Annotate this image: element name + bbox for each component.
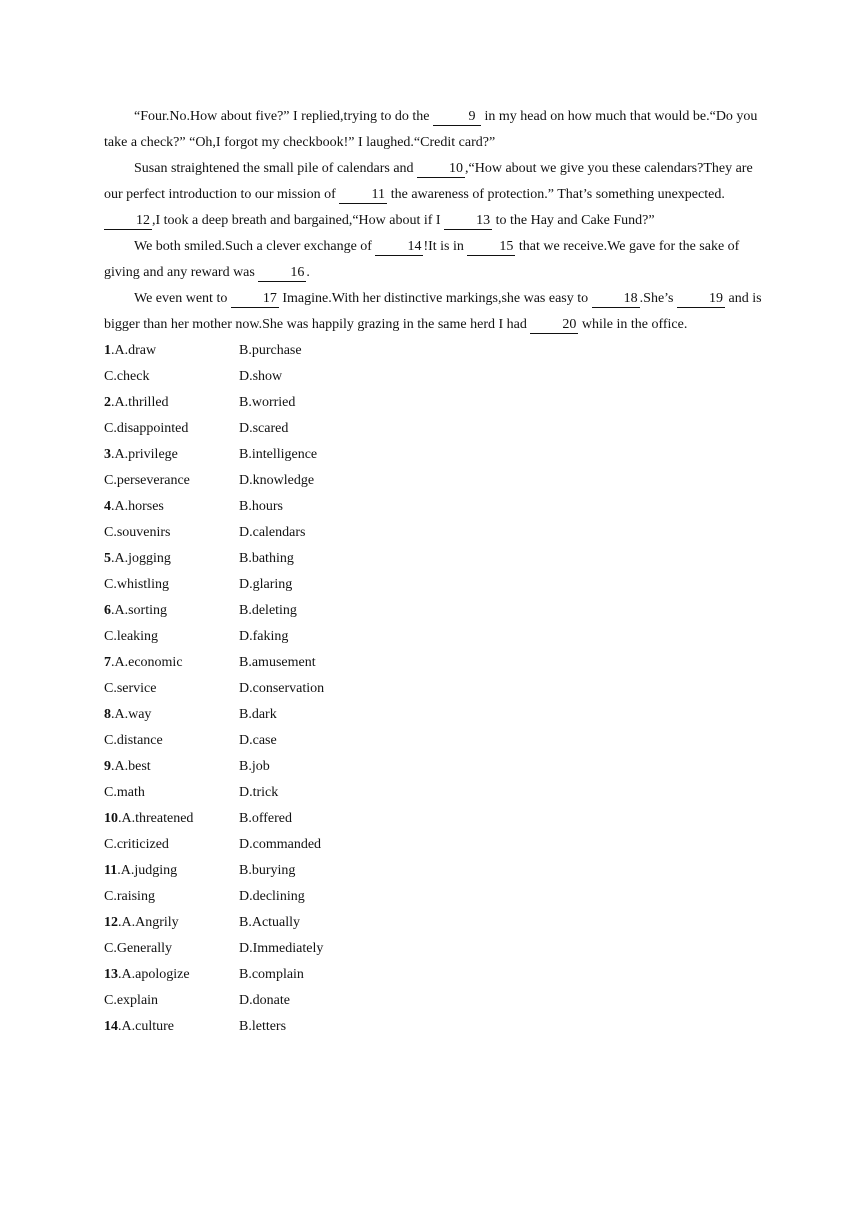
question-row bbox=[104, 572, 764, 598]
option-d: D.show bbox=[239, 369, 283, 384]
passage-paragraph bbox=[104, 286, 764, 338]
option-d: D.declining bbox=[239, 889, 305, 904]
option-a bbox=[104, 754, 151, 780]
question-row bbox=[104, 780, 764, 806]
option-c: C.check bbox=[104, 369, 150, 384]
option-c: C.raising bbox=[104, 889, 155, 904]
answer-blank: 12 bbox=[104, 213, 152, 230]
question-row bbox=[104, 702, 764, 728]
option-d: D.conservation bbox=[239, 681, 325, 696]
option-b: B.deleting bbox=[239, 603, 297, 618]
option-a-text: .A.threatened bbox=[118, 811, 194, 826]
option-d: D.calendars bbox=[239, 525, 306, 540]
option-b: B.burying bbox=[239, 863, 296, 878]
option-c: C.math bbox=[104, 785, 145, 800]
option-b: B.intelligence bbox=[239, 447, 318, 462]
option-a bbox=[104, 494, 164, 520]
option-a bbox=[104, 806, 193, 832]
option-b: B.dark bbox=[239, 707, 277, 722]
question-row bbox=[104, 624, 764, 650]
option-a-text: .A.privilege bbox=[111, 447, 178, 462]
option-d: D.commanded bbox=[239, 837, 322, 852]
passage-text: ,I took a deep breath and bargained,“How about if I bbox=[152, 213, 445, 228]
question-row bbox=[104, 806, 764, 832]
option-d: D.scared bbox=[239, 421, 289, 436]
option-a bbox=[104, 910, 179, 936]
option-b: B.letters bbox=[239, 1019, 287, 1034]
passage-text: Imagine.With her distinctive markings,she was easy to bbox=[278, 291, 592, 306]
option-a bbox=[104, 598, 167, 624]
question-number: 2 bbox=[104, 395, 111, 410]
option-c: C.whistling bbox=[104, 577, 169, 592]
option-b: B.hours bbox=[239, 499, 283, 514]
option-c: C.perseverance bbox=[104, 473, 190, 488]
option-a bbox=[104, 702, 151, 728]
question-number: 12 bbox=[104, 915, 118, 930]
answer-blank: 15 bbox=[467, 239, 515, 256]
question-row bbox=[104, 962, 764, 988]
answer-blank: 18 bbox=[592, 291, 640, 308]
question-row bbox=[104, 390, 764, 416]
question-row bbox=[104, 988, 764, 1014]
option-a-text: .A.best bbox=[111, 759, 151, 774]
passage-text: to the Hay and Cake Fund?” bbox=[492, 213, 655, 228]
passage-text: ,“How about we give you these calendars?They are our perfect introduction to our mission of bbox=[104, 161, 753, 202]
option-c: C.distance bbox=[104, 733, 163, 748]
option-d: D.faking bbox=[239, 629, 289, 644]
question-row bbox=[104, 494, 764, 520]
answer-blank: 17 bbox=[231, 291, 279, 308]
question-row bbox=[104, 832, 764, 858]
answer-blank: 11 bbox=[339, 187, 387, 204]
option-d: D.trick bbox=[239, 785, 279, 800]
question-number: 6 bbox=[104, 603, 111, 618]
passage-text: “Four.No.How about five?” I replied,trying to do the bbox=[134, 109, 433, 124]
question-number: 10 bbox=[104, 811, 118, 826]
question-number: 14 bbox=[104, 1019, 118, 1034]
question-row bbox=[104, 1014, 764, 1040]
question-number: 8 bbox=[104, 707, 111, 722]
option-d: D.knowledge bbox=[239, 473, 315, 488]
passage-text: !It is in bbox=[423, 239, 468, 254]
passage-text: . bbox=[306, 265, 310, 280]
question-row bbox=[104, 754, 764, 780]
option-a-text: .A.horses bbox=[111, 499, 164, 514]
option-b: B.bathing bbox=[239, 551, 294, 566]
question-number: 1 bbox=[104, 343, 111, 358]
option-a-text: .A.judging bbox=[117, 863, 178, 878]
option-a bbox=[104, 1014, 174, 1040]
passage-text: that we receive.We gave for the sake of giving and any reward was bbox=[104, 239, 740, 280]
passage-paragraph bbox=[104, 104, 764, 156]
question-row bbox=[104, 416, 764, 442]
passage-text: in my head on how much that would be.“Do you take a check?” “Oh,I forgot my checkbook!” I laughed.“Credit card?” bbox=[104, 109, 758, 150]
question-row bbox=[104, 442, 764, 468]
question-row bbox=[104, 650, 764, 676]
question-number: 11 bbox=[104, 863, 118, 878]
option-a-text: .A.draw bbox=[111, 343, 157, 358]
question-row bbox=[104, 338, 764, 364]
question-row bbox=[104, 884, 764, 910]
option-a-text: .A.jogging bbox=[111, 551, 171, 566]
option-c: C.souvenirs bbox=[104, 525, 171, 540]
answer-blank: 16 bbox=[258, 265, 306, 282]
passage-text: .She’s bbox=[639, 291, 677, 306]
question-number: 3 bbox=[104, 447, 111, 462]
option-c: C.explain bbox=[104, 993, 159, 1008]
question-row bbox=[104, 910, 764, 936]
option-a-text: .A.economic bbox=[111, 655, 183, 670]
option-c: C.service bbox=[104, 681, 157, 696]
option-d: D.Immediately bbox=[239, 941, 324, 956]
option-d: D.case bbox=[239, 733, 277, 748]
option-a bbox=[104, 442, 178, 468]
answer-blank: 13 bbox=[444, 213, 492, 230]
option-b: B.offered bbox=[239, 811, 292, 826]
option-a bbox=[104, 962, 190, 988]
passage-paragraph bbox=[104, 156, 764, 234]
passage-paragraph bbox=[104, 234, 764, 286]
document-page bbox=[104, 104, 764, 1040]
option-a-text: .A.apologize bbox=[118, 967, 190, 982]
option-a bbox=[104, 650, 183, 676]
question-row bbox=[104, 598, 764, 624]
question-row bbox=[104, 676, 764, 702]
question-number: 9 bbox=[104, 759, 111, 774]
answer-blank: 9 bbox=[433, 109, 481, 126]
question-number: 4 bbox=[104, 499, 111, 514]
answer-blank: 20 bbox=[530, 317, 578, 334]
option-a bbox=[104, 546, 171, 572]
option-c: C.disappointed bbox=[104, 421, 189, 436]
question-row bbox=[104, 728, 764, 754]
option-d: D.glaring bbox=[239, 577, 293, 592]
answer-blank: 19 bbox=[677, 291, 725, 308]
question-options bbox=[104, 338, 764, 1040]
passage-text: and is bigger than her mother now.She was happily grazing in the same herd I had bbox=[104, 291, 762, 332]
answer-blank: 10 bbox=[417, 161, 465, 178]
question-row bbox=[104, 858, 764, 884]
option-a bbox=[104, 390, 169, 416]
option-b: B.amusement bbox=[239, 655, 316, 670]
answer-blank: 14 bbox=[375, 239, 423, 256]
option-b: B.worried bbox=[239, 395, 296, 410]
option-c: C.criticized bbox=[104, 837, 169, 852]
passage-text: the awareness of protection.” That’s something unexpected. bbox=[387, 187, 725, 202]
question-row bbox=[104, 520, 764, 546]
option-b: B.purchase bbox=[239, 343, 302, 358]
option-a-text: .A.Angrily bbox=[118, 915, 179, 930]
passage-text: We both smiled.Such a clever exchange of bbox=[134, 239, 376, 254]
option-b: B.job bbox=[239, 759, 270, 774]
question-row bbox=[104, 936, 764, 962]
option-b: B.Actually bbox=[239, 915, 301, 930]
passage-text: Susan straightened the small pile of calendars and bbox=[134, 161, 418, 176]
option-a-text: .A.way bbox=[111, 707, 152, 722]
question-row bbox=[104, 468, 764, 494]
option-a-text: .A.thrilled bbox=[111, 395, 169, 410]
option-b: B.complain bbox=[239, 967, 304, 982]
question-row bbox=[104, 364, 764, 390]
option-a-text: .A.culture bbox=[118, 1019, 174, 1034]
question-number: 5 bbox=[104, 551, 111, 566]
passage bbox=[104, 104, 764, 338]
option-c: C.Generally bbox=[104, 941, 173, 956]
passage-text: We even went to bbox=[134, 291, 231, 306]
question-number: 13 bbox=[104, 967, 118, 982]
passage-text: while in the office. bbox=[578, 317, 688, 332]
option-a-text: .A.sorting bbox=[111, 603, 167, 618]
question-row bbox=[104, 546, 764, 572]
question-number: 7 bbox=[104, 655, 111, 670]
option-c: C.leaking bbox=[104, 629, 159, 644]
option-a bbox=[104, 338, 156, 364]
option-d: D.donate bbox=[239, 993, 290, 1008]
option-a bbox=[104, 858, 177, 884]
